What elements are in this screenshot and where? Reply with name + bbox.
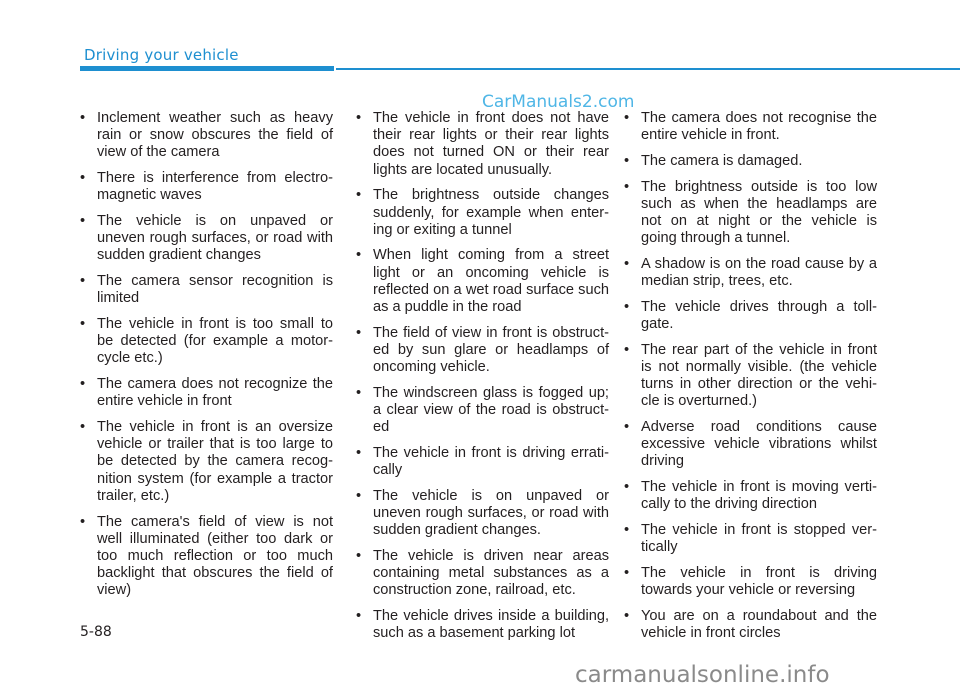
bullet-text: When light coming from a street light or an oncoming vehicle is reflected on a wet road surface such as a puddle in the road: [373, 247, 609, 316]
bullet-icon: •: [80, 273, 86, 290]
bullet-text: The vehicle drives through a toll-gate.: [641, 298, 877, 333]
bullet-text: There is interference from electro-magnetic waves: [97, 170, 333, 204]
bullet-text: The vehicle is driven near areas containing metal substances as a construction zone, railroad, etc.: [373, 547, 609, 599]
bullet-item: [622, 419, 877, 471]
bullet-icon: •: [80, 513, 86, 530]
bullet-item: [78, 213, 333, 265]
bullet-text: The vehicle in front is an oversize vehicle or trailer that is too large to be detected by the camera recog-nition system (for example a tractor trailer, etc.): [97, 419, 333, 504]
bullet-icon: •: [624, 178, 630, 195]
bullet-icon: •: [80, 419, 86, 436]
bullet-text: The brightness outside is too low such as when the headlamps are not on at night or the vehicle is going through a tunnel.: [641, 178, 877, 247]
bullet-icon: •: [624, 341, 630, 358]
bullet-item: [354, 488, 609, 540]
section-title: Driving your vehicle: [84, 46, 239, 64]
column-1: [78, 110, 333, 608]
bullet-item: [354, 247, 609, 316]
bullet-text: The vehicle in front is driving errati-cally: [373, 444, 609, 479]
header-rule-thick: [80, 66, 334, 71]
bullet-item: [622, 342, 877, 411]
bullet-item: [622, 256, 877, 290]
bullet-text: The camera does not recognise the entire vehicle in front.: [641, 110, 877, 144]
bullet-text: The vehicle is on unpaved or uneven rough surfaces, or road with sudden gradient changes: [97, 213, 333, 264]
bullet-item: [78, 110, 333, 162]
bullet-icon: •: [356, 110, 362, 126]
bullet-icon: •: [356, 187, 362, 204]
bullet-item: [622, 299, 877, 333]
bullet-item: [354, 445, 609, 479]
bullet-text: The vehicle in front is too small to be detected (for example a motor-cycle etc.): [97, 316, 333, 367]
bullet-icon: •: [624, 564, 630, 581]
bullet-item: [354, 187, 609, 239]
bullet-text: The vehicle is on unpaved or uneven rough surfaces, or road with sudden gradient changes.: [373, 487, 609, 539]
bullet-icon: •: [356, 487, 362, 504]
bullet-item: [354, 608, 609, 642]
bullet-item: [622, 522, 877, 556]
bullet-item: [622, 153, 877, 170]
column-2: [354, 110, 609, 651]
bullet-item: [354, 325, 609, 377]
bullet-text: The windscreen glass is fogged up; a clear view of the road is obstruct-ed: [373, 384, 609, 436]
bullet-item: [622, 179, 877, 248]
bullet-item: [622, 479, 877, 513]
bullet-item: [78, 273, 333, 307]
bullet-text: The camera does not recognize the entire vehicle in front: [97, 376, 333, 410]
bullet-icon: •: [80, 213, 86, 230]
watermark-bottom: carmanualsonline.info: [575, 662, 830, 688]
bullet-text: The rear part of the vehicle in front is not normally visible. (the vehicle turns in other direction or the vehi-cle is overturned.): [641, 341, 877, 410]
bullet-item: [78, 316, 333, 368]
bullet-icon: •: [624, 419, 630, 436]
bullet-text: The field of view in front is obstruct-ed by sun glare or headlamps of oncoming vehicle.: [373, 324, 609, 376]
bullet-icon: •: [624, 298, 630, 315]
bullet-icon: •: [624, 607, 630, 624]
bullet-item: [78, 419, 333, 505]
bullet-item: [354, 385, 609, 437]
header-rule-thin: [336, 68, 960, 70]
bullet-icon: •: [624, 110, 630, 126]
bullet-text: The vehicle in front is driving towards your vehicle or reversing: [641, 564, 877, 599]
bullet-text: Adverse road conditions cause excessive vehicle vibrations whilst driving: [641, 419, 877, 470]
bullet-text: You are on a roundabout and the vehicle in front circles: [641, 607, 877, 642]
bullet-item: [622, 110, 877, 144]
bullet-icon: •: [356, 608, 362, 625]
bullet-icon: •: [356, 384, 362, 401]
bullet-text: The brightness outside changes suddenly, for example when enter-ing or exiting a tunnel: [373, 187, 609, 238]
bullet-text: A shadow is on the road cause by a median strip, trees, etc.: [641, 255, 877, 290]
bullet-item: [354, 548, 609, 600]
bullet-text: The vehicle in front is moving verti-cally to the driving direction: [641, 479, 877, 513]
bullet-icon: •: [624, 479, 630, 496]
bullet-icon: •: [356, 247, 362, 264]
bullet-icon: •: [80, 170, 86, 187]
bullet-text: The vehicle drives inside a building, such as a basement parking lot: [373, 608, 609, 642]
bullet-icon: •: [356, 324, 362, 341]
bullet-icon: •: [80, 316, 86, 333]
bullet-icon: •: [80, 110, 86, 126]
bullet-icon: •: [624, 152, 630, 169]
bullet-item: [622, 565, 877, 599]
bullet-icon: •: [624, 255, 630, 272]
bullet-text: The vehicle in front does not have their rear lights or their rear lights does not turned ON or their rear lights are located unusually.: [373, 110, 609, 178]
bullet-item: [78, 514, 333, 600]
bullet-text: The camera sensor recognition is limited: [97, 273, 333, 307]
bullet-item: [78, 376, 333, 410]
bullet-text: The vehicle in front is stopped ver-tically: [641, 522, 877, 556]
bullet-text: The camera's field of view is not well illuminated (either too dark or too much reflection or too much backlight that obscures the field of view): [97, 513, 333, 599]
page-number: 5-88: [80, 624, 112, 640]
bullet-item: [622, 608, 877, 642]
watermark-top: CarManuals2.com: [482, 92, 635, 112]
bullet-text: The camera is damaged.: [641, 152, 803, 169]
bullet-icon: •: [356, 547, 362, 564]
bullet-item: [354, 110, 609, 179]
bullet-icon: •: [356, 444, 362, 461]
column-3: [622, 110, 877, 651]
bullet-text: Inclement weather such as heavy rain or snow obscures the field of view of the camera: [97, 110, 333, 161]
bullet-icon: •: [624, 522, 630, 539]
bullet-item: [78, 170, 333, 204]
bullet-icon: •: [80, 376, 86, 393]
